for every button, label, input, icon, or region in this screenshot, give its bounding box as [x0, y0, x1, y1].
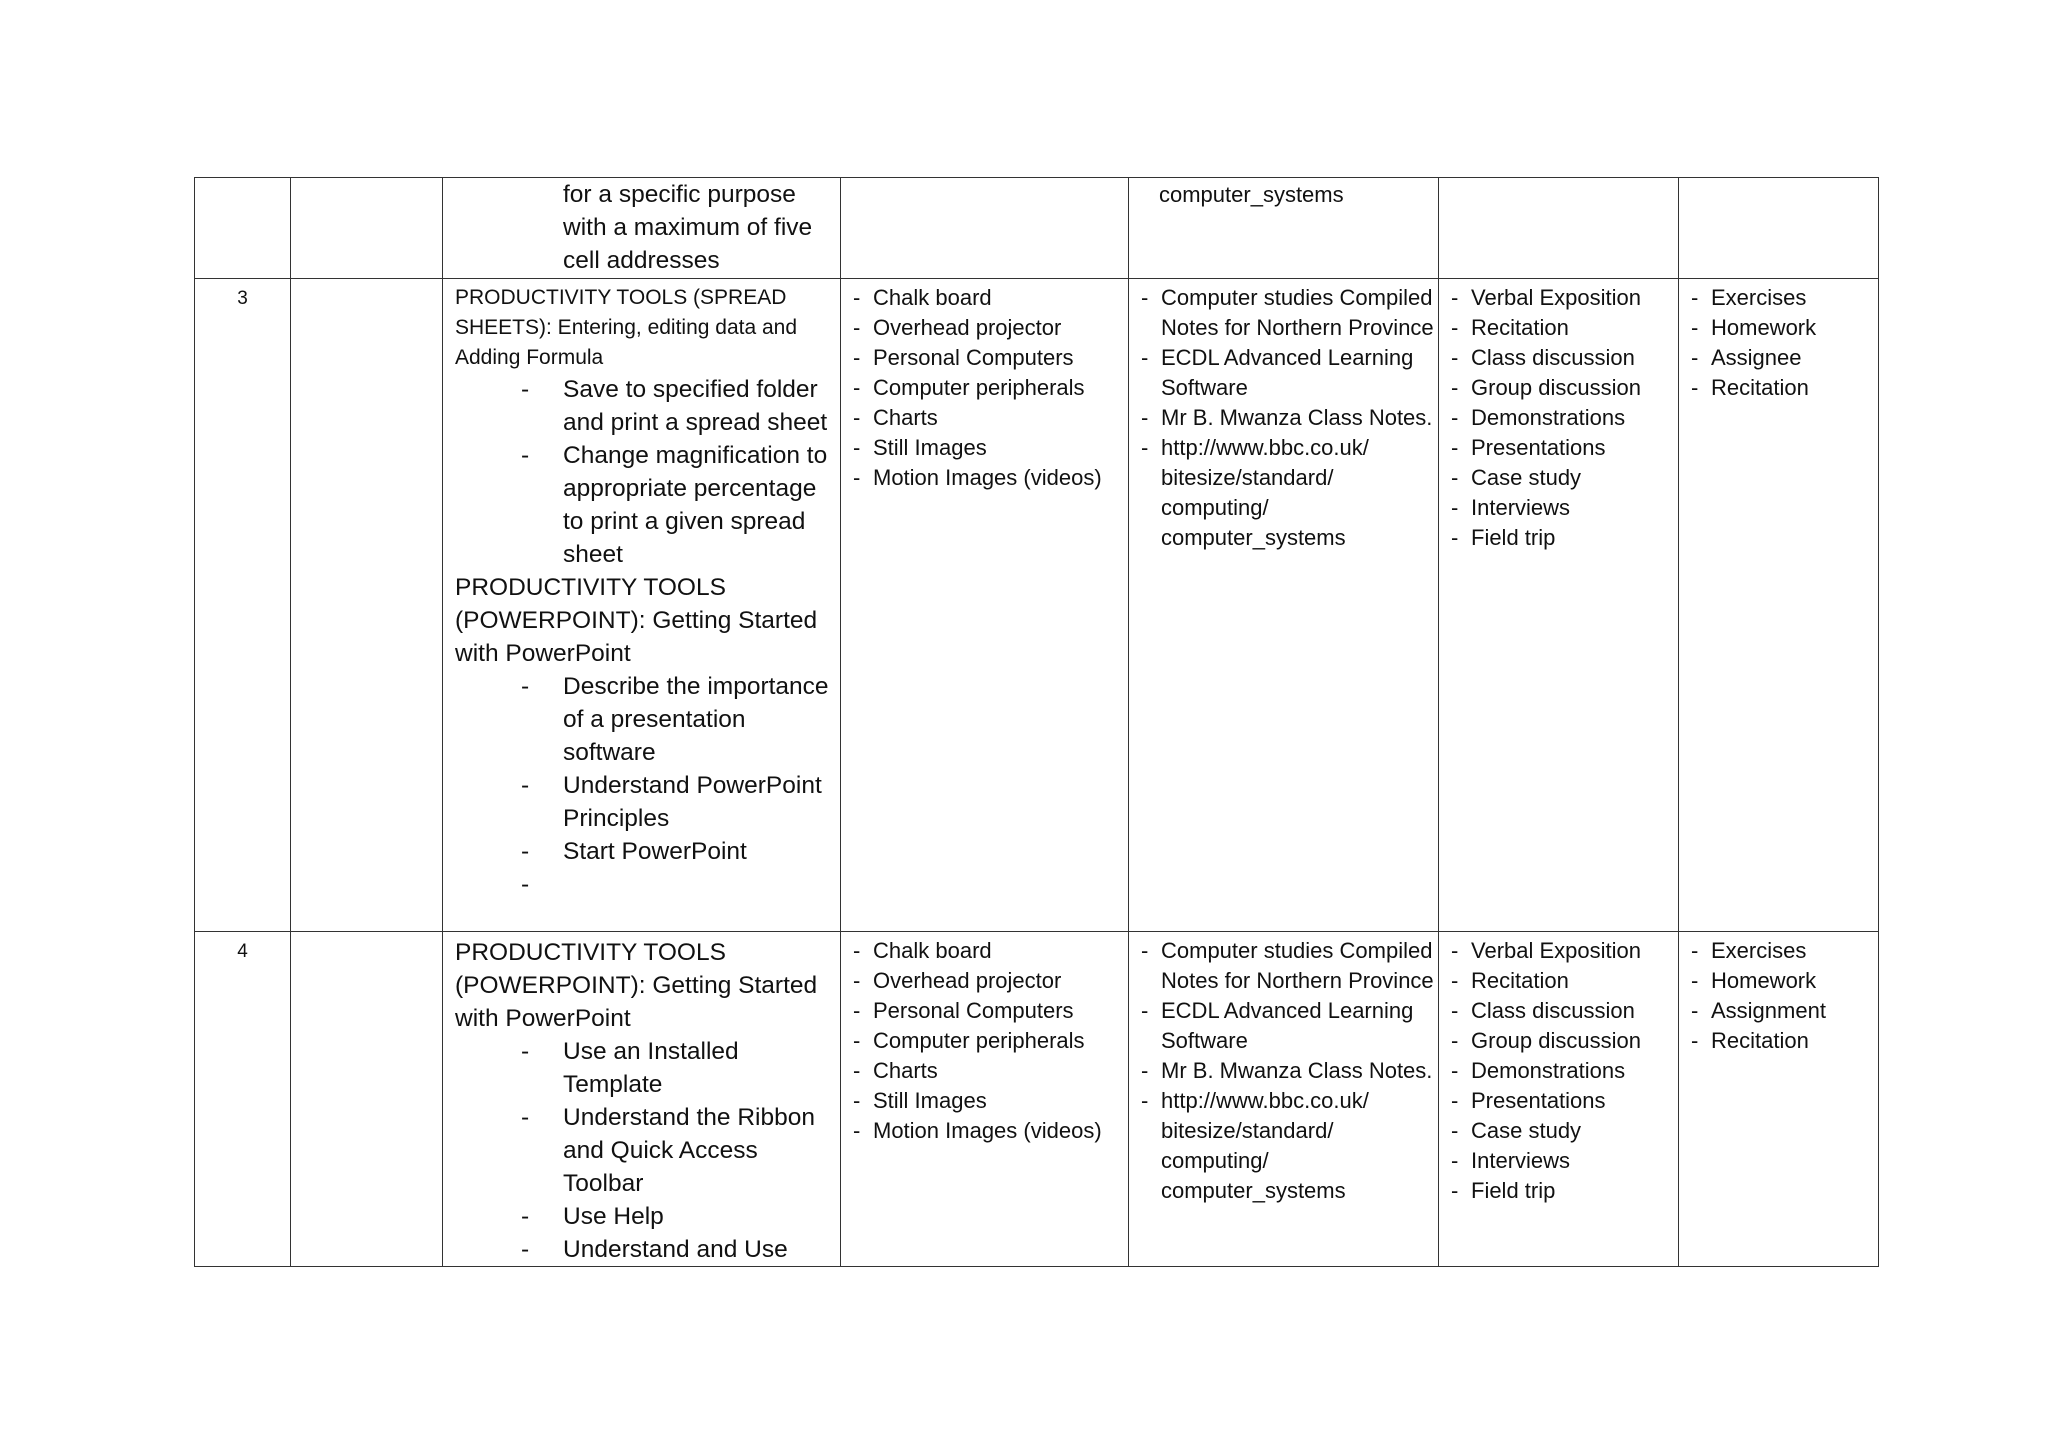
scheme-of-work-table	[194, 177, 1879, 1267]
list-item: - Motion Images (videos)	[853, 1118, 1102, 1143]
list-item: - Recitation	[1691, 1028, 1809, 1053]
topic-line: with a maximum of five	[563, 214, 813, 241]
week-number: 3	[237, 288, 248, 309]
list-item: - Field trip	[1451, 1178, 1556, 1203]
list-item: - Presentations	[1451, 435, 1606, 460]
list-item: - Homework	[1691, 315, 1817, 340]
list-item: - Verbal Exposition	[1451, 285, 1641, 310]
list-item: - Class discussion	[1451, 998, 1635, 1023]
list-item: - Chalk board	[853, 938, 992, 963]
list-item: - Start PowerPoint	[521, 838, 747, 865]
list-item: - Exercises	[1691, 285, 1807, 310]
list-item: - Motion Images (videos)	[853, 465, 1102, 490]
references-cell	[1129, 932, 1439, 1267]
list-item: - Demonstrations	[1451, 405, 1626, 430]
list-item: - Case study	[1451, 465, 1582, 490]
list-item: - Class discussion	[1451, 345, 1635, 370]
week-cell	[195, 279, 291, 932]
list-item: - Recitation	[1451, 968, 1569, 993]
list-item: - Group discussion	[1451, 1028, 1641, 1053]
list-item: - Interviews	[1451, 495, 1571, 520]
list-item: - Mr B. Mwanza Class Notes.	[1141, 405, 1433, 430]
topic-cell	[443, 932, 841, 1267]
list-item: - Use Help	[521, 1203, 664, 1230]
list-item: - Personal Computers	[853, 345, 1074, 370]
evaluation-cell	[1679, 279, 1879, 932]
list-item: - Verbal Exposition	[1451, 938, 1641, 963]
table-row	[195, 279, 1879, 932]
list-item: - Assignment	[1691, 998, 1826, 1023]
list-item: - Understand PowerPoint Principles	[521, 772, 822, 832]
materials-cell	[841, 932, 1129, 1267]
list-item: - Computer peripherals	[853, 375, 1085, 400]
methods-cell	[1439, 178, 1679, 279]
list-item: - ECDL Advanced Learning Software	[1141, 998, 1414, 1053]
list-item: - Computer studies Compiled Notes for Northern Province	[1141, 938, 1434, 993]
list-item: - Field trip	[1451, 525, 1556, 550]
reference-link[interactable]: - http://www.bbc.co.uk/ bitesize/standard/ computing/ computer_systems	[1141, 435, 1369, 550]
list-item: - Recitation	[1451, 315, 1569, 340]
table-row	[195, 932, 1879, 1267]
list-item: - Describe the importance of a presentation software	[521, 673, 829, 766]
list-item: - Exercises	[1691, 938, 1807, 963]
materials-cell	[841, 279, 1129, 932]
table-row	[195, 178, 1879, 279]
list-item: - Save to specified folder and print a spread sheet	[521, 376, 828, 436]
week-cell	[195, 178, 291, 279]
list-item: - Charts	[853, 1058, 938, 1083]
list-item: - Still Images	[853, 1088, 987, 1113]
list-item: - Overhead projector	[853, 315, 1062, 340]
methods-cell	[1439, 932, 1679, 1267]
blank-cell	[291, 279, 443, 932]
materials-cell	[841, 178, 1129, 279]
reference-text: computer_systems	[1159, 182, 1344, 207]
topic-cell	[443, 279, 841, 932]
blank-cell	[291, 178, 443, 279]
evaluation-cell	[1679, 178, 1879, 279]
list-item: - Recitation	[1691, 375, 1809, 400]
week-number: 4	[237, 941, 248, 962]
evaluation-cell	[1679, 932, 1879, 1267]
reference-link[interactable]: - http://www.bbc.co.uk/ bitesize/standard/ computing/ computer_systems	[1141, 1088, 1369, 1203]
list-item: - Personal Computers	[853, 998, 1074, 1023]
topic-line: for a specific purpose	[563, 181, 796, 208]
list-item: - Presentations	[1451, 1088, 1606, 1113]
list-item: - Assignee	[1691, 345, 1802, 370]
topic-heading: PRODUCTIVITY TOOLS (POWERPOINT): Getting Started with PowerPoint	[455, 939, 818, 1032]
list-item: - Group discussion	[1451, 375, 1641, 400]
topic-cell	[443, 178, 841, 279]
list-item: - Understand the Ribbon and Quick Access Toolbar	[521, 1104, 815, 1197]
references-cell	[1129, 279, 1439, 932]
list-item: - Understand and Use	[521, 1236, 788, 1263]
list-item: - Charts	[853, 405, 938, 430]
list-item: - Chalk board	[853, 285, 992, 310]
list-item: - Still Images	[853, 435, 987, 460]
list-item: - Interviews	[1451, 1148, 1571, 1173]
blank-cell	[291, 932, 443, 1267]
week-cell	[195, 932, 291, 1267]
list-item: - Overhead projector	[853, 968, 1062, 993]
list-item: - Case study	[1451, 1118, 1582, 1143]
list-item: - ECDL Advanced Learning Software	[1141, 345, 1414, 400]
topic-heading: PRODUCTIVITY TOOLS (SPREAD SHEETS): Entering, editing data and Adding Formula	[455, 286, 798, 369]
list-item: - Use an Installed Template	[521, 1038, 739, 1098]
list-item: -	[521, 871, 530, 898]
list-item: - Mr B. Mwanza Class Notes.	[1141, 1058, 1433, 1083]
list-item: - Computer peripherals	[853, 1028, 1085, 1053]
references-cell	[1129, 178, 1439, 279]
topic-line: cell addresses	[563, 247, 720, 274]
list-item: - Computer studies Compiled Notes for Northern Province	[1141, 285, 1434, 340]
methods-cell	[1439, 279, 1679, 932]
list-item: - Demonstrations	[1451, 1058, 1626, 1083]
list-item: - Homework	[1691, 968, 1817, 993]
list-item: - Change magnification to appropriate percentage to print a given spread sheet	[521, 442, 828, 568]
topic-heading: PRODUCTIVITY TOOLS (POWERPOINT): Getting Started with PowerPoint	[455, 574, 818, 667]
